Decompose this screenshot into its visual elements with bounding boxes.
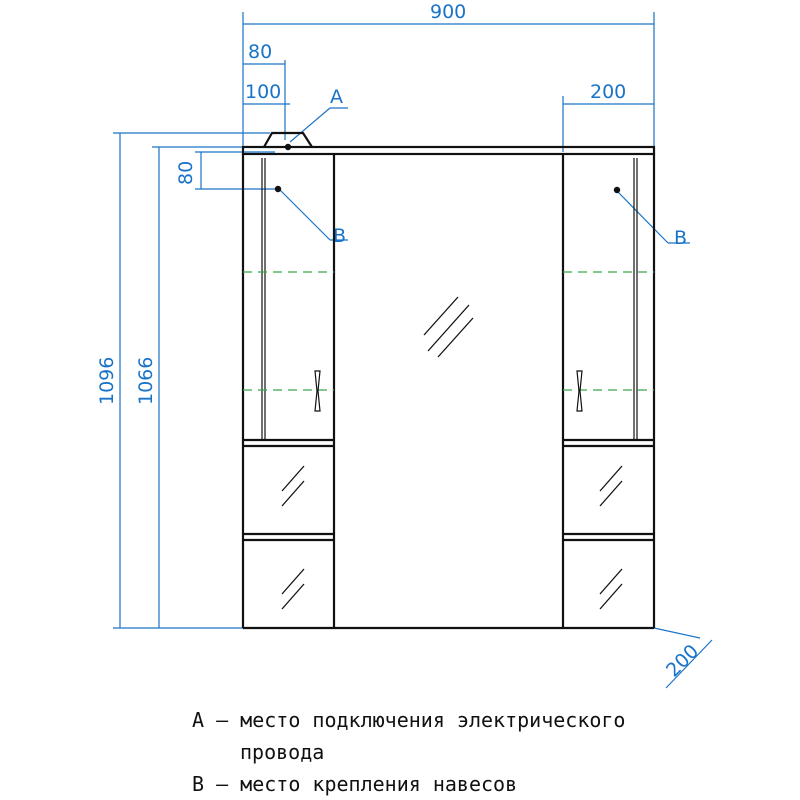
dim-hook-drop: 80 [175, 160, 197, 185]
legend-line-a-cont: провода [240, 740, 325, 764]
dimension-lines [113, 12, 712, 688]
handle-right [577, 371, 582, 411]
marker-b-left: B [333, 225, 347, 247]
legend-line-a: A – место подключения электрического [192, 708, 626, 732]
dim-depth: 200 [661, 640, 704, 682]
top-cornice [243, 147, 654, 154]
hanger-point-right [614, 187, 620, 193]
glass-shelves [243, 272, 654, 390]
legend-line-b: B – место крепления навесов [192, 772, 518, 796]
dim-body-height: 1066 [135, 356, 157, 405]
dim-total-width: 900 [430, 1, 467, 23]
dim-side-cabinet-width: 200 [590, 81, 627, 103]
marker-a: A [330, 86, 343, 108]
cabinet-outline [243, 133, 654, 628]
lamp-connection-point [285, 144, 291, 150]
door-handles [315, 371, 582, 411]
handle-left [315, 371, 320, 411]
dim-lamp-offset: 80 [248, 41, 273, 63]
dim-lamp-width: 100 [245, 81, 282, 103]
marker-b-right: B [674, 227, 688, 249]
dim-total-height: 1096 [96, 356, 118, 405]
mount-points [275, 144, 620, 193]
hanger-point-left [275, 186, 281, 192]
